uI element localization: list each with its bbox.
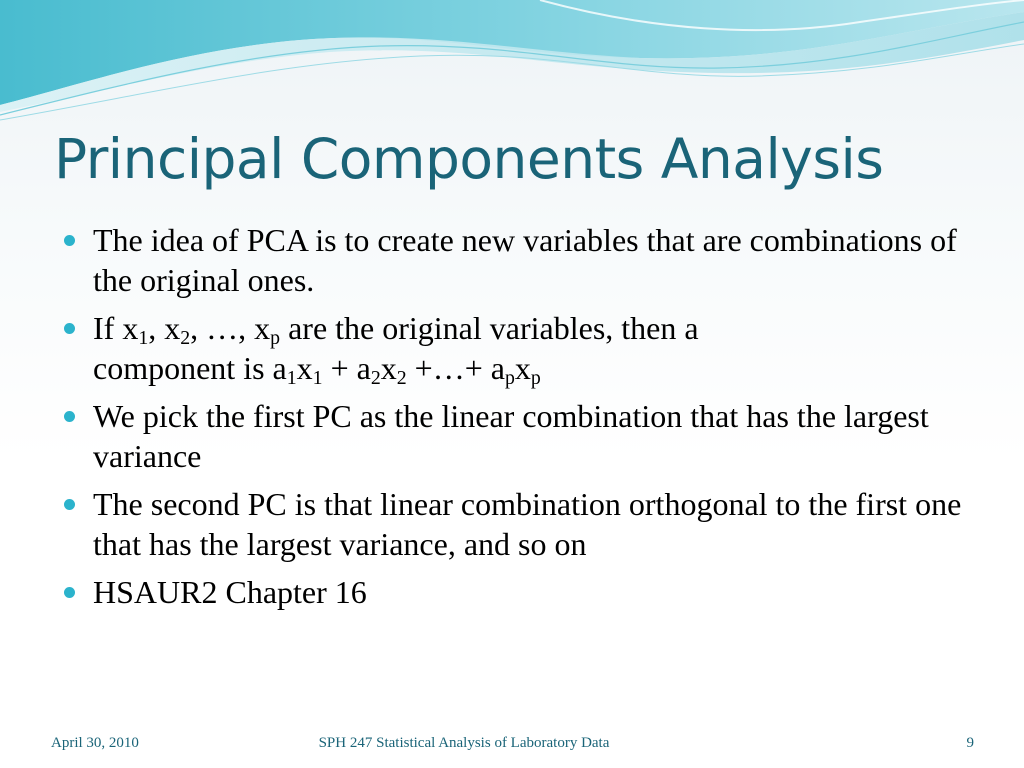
bullet-dot-icon bbox=[64, 323, 75, 334]
bullet-dot-icon bbox=[64, 411, 75, 422]
bullet-text: HSAUR2 Chapter 16 bbox=[93, 574, 367, 610]
bullet-item bbox=[62, 484, 982, 564]
bullet-text-formula: If $x_1$, $x_2$, …, $x_p$ are the original variables, then a component is $a_1x_1 + a_2x_2$ +…+ $a_px_p$ bbox=[93, 310, 699, 389]
bullet-dot-icon bbox=[64, 499, 75, 510]
bullet-item bbox=[62, 572, 982, 612]
bullet-text: The idea of PCA is to create new variables that are combinations of the original ones. bbox=[93, 222, 957, 298]
bullet-item bbox=[62, 308, 982, 388]
slide-title: Principal Components Analysis bbox=[54, 127, 884, 191]
footer-date: April 30, 2010 bbox=[51, 735, 139, 751]
bullet-list bbox=[62, 220, 982, 620]
bullet-dot-icon bbox=[64, 235, 75, 246]
bullet-text: We pick the first PC as the linear combination that has the largest variance bbox=[93, 398, 929, 474]
bullet-dot-icon bbox=[64, 587, 75, 598]
footer-course-title: SPH 247 Statistical Analysis of Laboratory Data bbox=[318, 735, 610, 751]
wave-header-decoration bbox=[0, 0, 1024, 130]
bullet-item bbox=[62, 220, 982, 300]
bullet-item bbox=[62, 396, 982, 476]
bullet-text: The second PC is that linear combination orthogonal to the first one that has the largest variance, and so on bbox=[93, 486, 962, 562]
slide-number: 9 bbox=[966, 735, 974, 751]
